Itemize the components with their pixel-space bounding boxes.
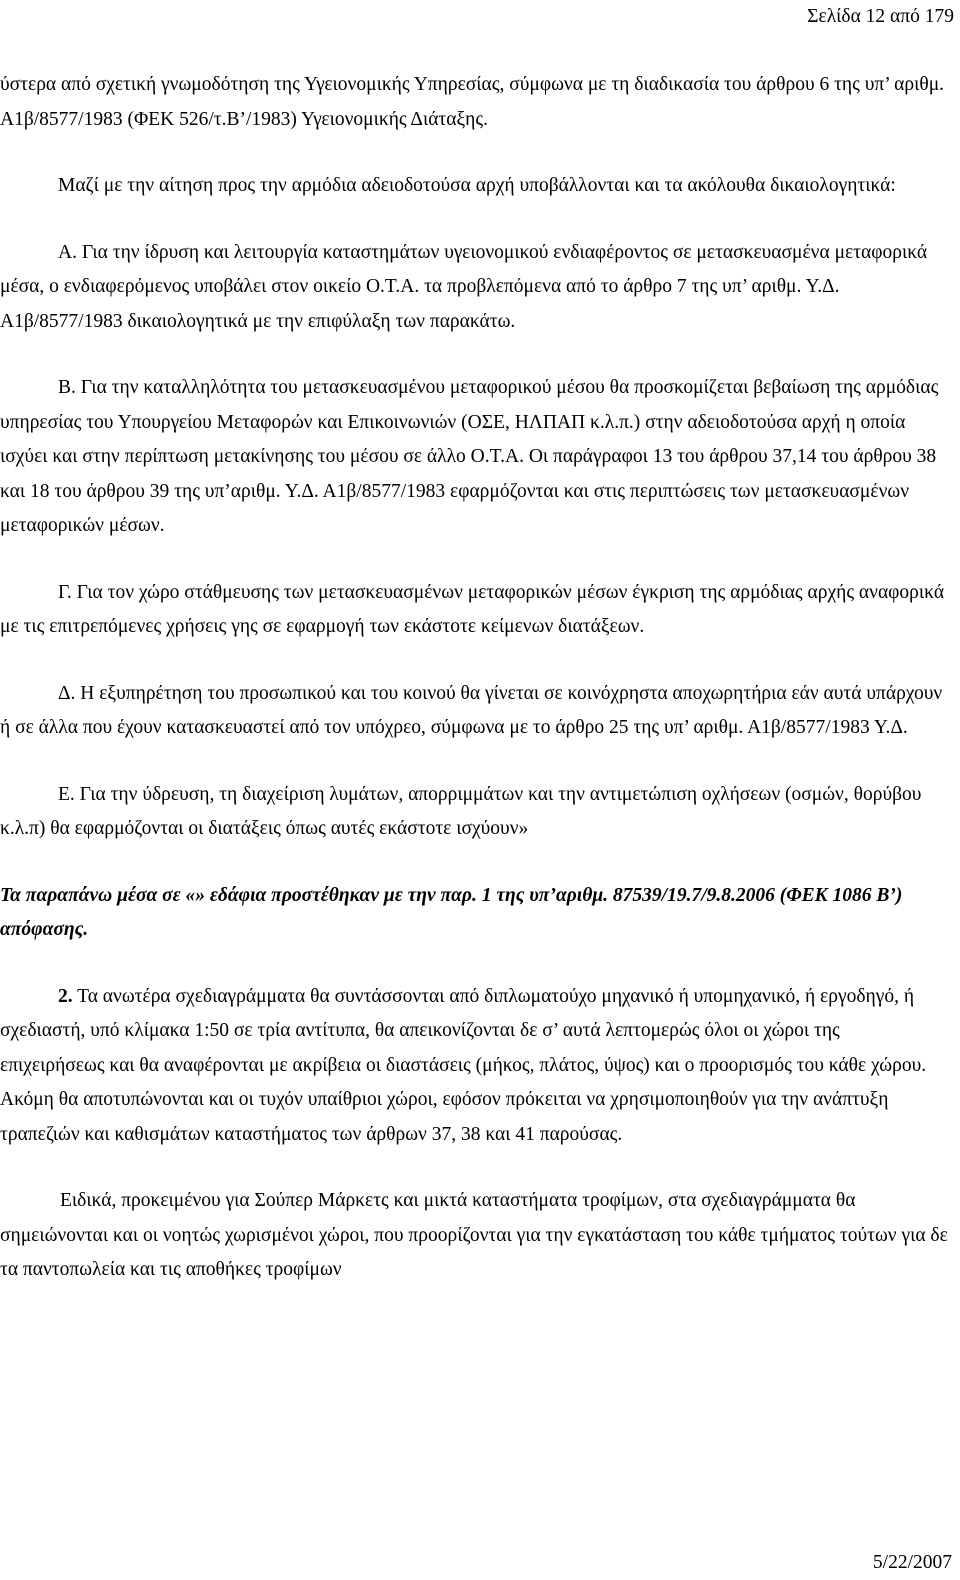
document-body (0, 68, 948, 1288)
page-number: Σελίδα 12 από 179 (807, 6, 954, 27)
paragraph-a: Α. Για την ίδρυση και λειτουργία καταστημάτων υγειονομικού ενδιαφέροντος σε μετασκευασμένα μεταφορικά μέσα, ο ενδιαφερόμενος υποβάλει στον οικείο Ο.Τ.Α. τα προβλεπόμενα από το άρθρο 7 της υπ’ αριθμ. Υ.Δ. Α1β/8577/1983 δικαιολογητικά με την επιφύλαξη των παρακάτω. (0, 241, 928, 332)
paragraph-b: Β. Για την καταλληλότητα του μετασκευασμένου μεταφορικού μέσου θα προσκομίζεται βεβαίωση της αρμόδιας υπηρεσίας του Υπουργείου Μεταφορών και Επικοινωνιών (ΟΣΕ, ΗΛΠΑΠ κ.λ.π.) στην αδειοδοτούσα αρχή η οποία ισχύει και στην περίπτωση μετακίνησης του μέσου σε άλλο Ο.Τ.Α. Οι παράγραφοι 13 του άρθρου 37,14 του άρθρου 38 και 18 του άρθρου 39 της υπ’αριθμ. Υ.Δ. Α1β/8577/1983 εφαρμόζονται και στις περιπτώσεις των μετασκευασμένων μεταφορικών μέσων. (0, 377, 939, 536)
paragraph-supermarkets: Ειδικά, προκειμένου για Σούπερ Μάρκετς και μικτά καταστήματα τροφίμων, στα σχεδιαγράμματα θα σημειώνονται και οι νοητώς χωρισμένοι χώροι, που προορίζονται για την εγκατάσταση του κάθε τμήματος τούτων για δε τα παντοπωλεία και τις αποθήκες τροφίμων (0, 1190, 948, 1280)
paragraph-c: Γ. Για τον χώρο στάθμευσης των μετασκευασμένων μεταφορικών μέσων έγκριση της αρμόδιας αρχής αναφορικά με τις επιτρεπόμενες χρήσεις γης σε εφαρμογή των εκάστοτε κείμενων διατάξεων. (0, 581, 945, 637)
paragraph-2 (0, 980, 948, 1153)
paragraph-2-text: Τα ανωτέρα σχεδιαγράμματα θα συντάσσονται από διπλωματούχο μηχανικό ή υπομηχανικό, ή εργοδηγό, ή σχεδιαστή, υπό κλίμακα 1:50 σε τρία αντίτυπα, θα απεικονίζονται δε σ’ αυτά λεπτομερώς όλοι οι χώροι της επιχειρήσεως και θα αναφέρονται με ακρίβεια οι διαστάσεις (μήκος, πλάτος, ύψος) και ο προορισμός του κάθε χώρου. Ακόμη θα αποτυπώνονται και οι τυχόν υπαίθριοι χώροι, εφόσον πρόκειται να χρησιμοποιηθούν για την ανάπτυξη τραπεζιών και καθισμάτων καταστήματος των άρθρων 37, 38 και 41 παρούσας. (0, 985, 927, 1145)
paragraph-documents: Μαζί με την αίτηση προς την αρμόδια αδειοδοτούσα αρχή υποβάλλονται και τα ακόλουθα δικαιολογητικά: (58, 175, 896, 196)
paragraph-2-number: 2. (58, 985, 73, 1007)
footer-date: 5/22/2007 (872, 1552, 952, 1573)
paragraph-intro: ύστερα από σχετική γνωμοδότηση της Υγειονομικής Υπηρεσίας, σύμφωνα με τη διαδικασία του άρθρου 6 της υπ’ αριθμ. Α1β/8577/1983 (ΦΕΚ 526/τ.Β’/1983) Υγειονομικής Διάταξης. (0, 74, 945, 130)
paragraph-d: Δ. Η εξυπηρέτηση του προσωπικού και του κοινού θα γίνεται σε κοινόχρηστα αποχωρητήρια εάν αυτά υπάρχουν ή σε άλλα που έχουν κατασκευαστεί από τον υπόχρεο, σύμφωνα με το άρθρο 25 της υπ’ αριθμ. Α1β/8577/1983 Υ.Δ. (0, 682, 943, 738)
amendment-note: Τα παραπάνω μέσα σε «» εδάφια προστέθηκαν με την παρ. 1 της υπ’αριθμ. 87539/19.7/9.8.2006 (ΦΕΚ 1086 Β’) απόφασης. (0, 884, 903, 940)
paragraph-e: Ε. Για την ύδρευση, τη διαχείριση λυμάτων, απορριμμάτων και την αντιμετώπιση οχλήσεων (οσμών, θορύβου κ.λ.π) θα εφαρμόζονται οι διατάξεις όπως αυτές εκάστοτε ισχύουν» (0, 783, 922, 839)
